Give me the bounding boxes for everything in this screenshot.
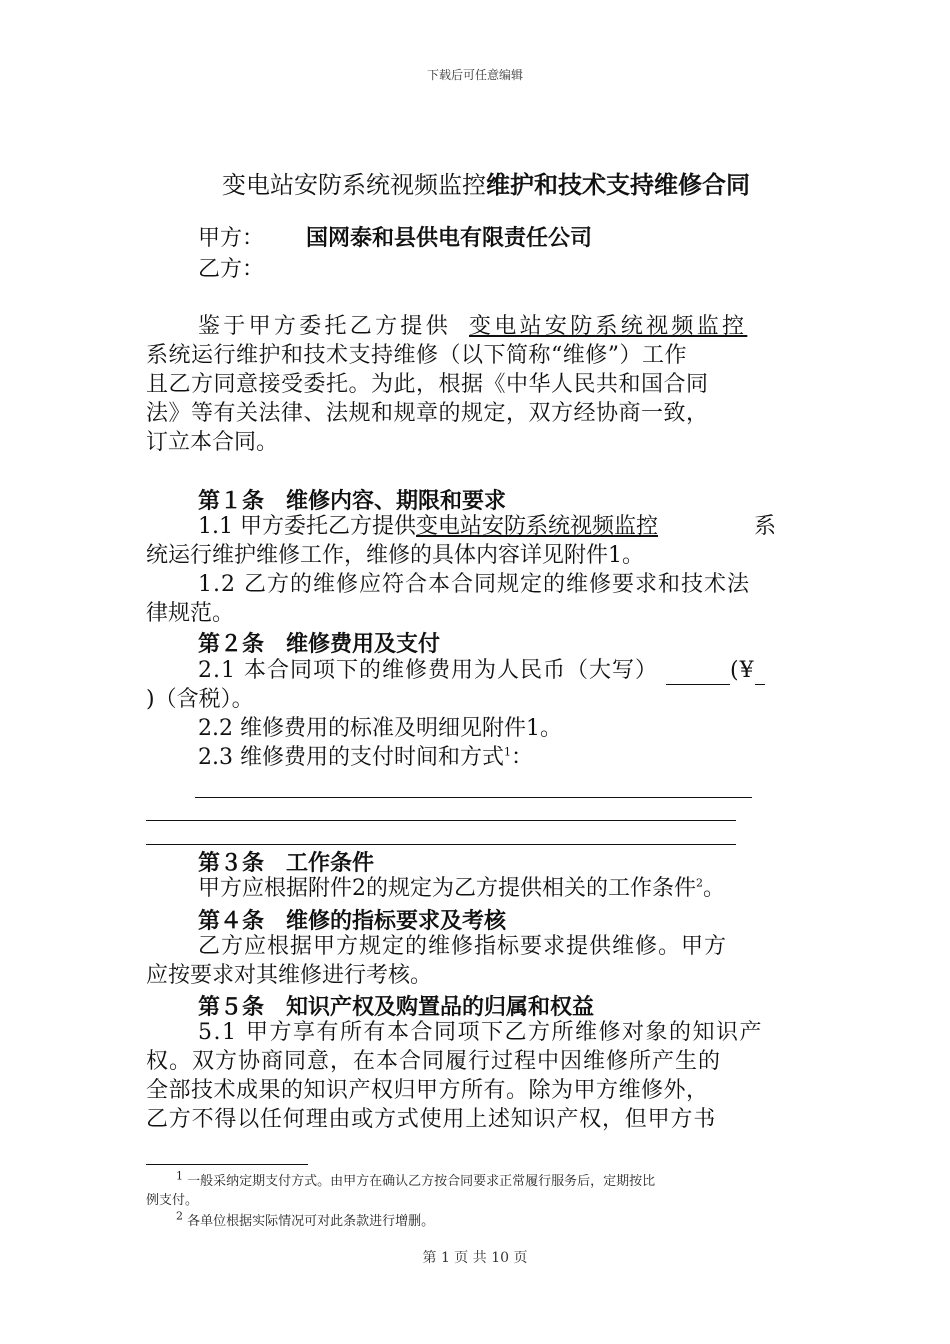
- payment-blank-line-3: [146, 844, 736, 845]
- article-5-line-1: 5.1 甲方享有所有本合同项下乙方所维修对象的知识产: [198, 1020, 763, 1045]
- payment-blank-line-2: [146, 820, 736, 821]
- article-4-heading: 第４条 维修的指标要求及考核: [198, 908, 507, 934]
- article-1-1-line-2: 统运行维护维修工作，维修的具体内容详见附件1。: [146, 543, 644, 568]
- title-part1: 变电站安防系统视频监控: [222, 171, 486, 199]
- article-2-1-line-1: 2.1 本合同项下的维修费用为人民币（大写） (¥: [198, 656, 765, 685]
- intro-line-1: 鉴于甲方委托乙方提供 变电站安防系统视频监控: [198, 314, 748, 339]
- page-header: 下载后可任意编辑: [426, 68, 523, 82]
- article-3-text: 甲方应根据附件2的规定为乙方提供相关的工作条件$^2$。: [198, 876, 726, 901]
- footnote-2: $^2$ 各单位根据实际情况可对此条款进行增删。: [176, 1209, 435, 1229]
- article-4-line-2: 应按要求对其维修进行考核。: [146, 963, 433, 988]
- document-title: [222, 165, 750, 200]
- article-1-2-line-1: 1.2 乙方的维修应符合本合同规定的维修要求和技术法: [198, 572, 750, 597]
- footnote-1-line-2: 例支付。: [146, 1193, 199, 1208]
- payment-blank-line-1: [195, 797, 752, 798]
- title-part2: 维护和技术支持维修合同: [486, 170, 750, 199]
- article-5-line-2: 权。双方协商同意，在本合同履行过程中因维修所产生的: [146, 1049, 722, 1074]
- article-2-2: 2.2 维修费用的标准及明细见附件1。: [198, 716, 562, 741]
- article-5-line-4: 乙方不得以任何理由或方式使用上述知识产权，但甲方书: [146, 1107, 717, 1132]
- article-1-heading: 第１条 维修内容、期限和要求: [198, 488, 507, 514]
- amount-number-blank: [755, 662, 765, 685]
- article-5-line-3: 全部技术成果的知识产权归甲方所有。除为甲方维修外，: [146, 1078, 709, 1103]
- footnote-separator: [146, 1164, 308, 1165]
- intro-service-name: 变电站安防系统视频监控: [469, 314, 748, 339]
- footnote-ref-2: 2: [696, 876, 703, 890]
- party-b-label: 乙方：: [198, 257, 265, 282]
- party-a-label: 甲方：: [198, 226, 265, 251]
- amount-blank: [666, 662, 730, 685]
- page-number: 第 1 页 共 10 页: [422, 1250, 528, 1266]
- footnote-1-line-1: $^1$ 一般采纳定期支付方式。由甲方在确认乙方按合同要求正常履行服务后，定期按比: [176, 1169, 656, 1189]
- article-5-heading: 第５条 知识产权及购置品的归属和权益: [198, 994, 595, 1020]
- article-2-3: 2.3 维修费用的支付时间和方式$^1$：: [198, 745, 533, 770]
- article-2-1-line-2: )（含税）。: [146, 687, 254, 712]
- article-2-heading: 第２条 维修费用及支付: [198, 631, 441, 657]
- intro-line-3: 且乙方同意接受委托。为此，根据《中华人民共和国合同: [146, 372, 709, 397]
- article-4-line-1: 乙方应根据甲方规定的维修指标要求提供维修。甲方: [198, 934, 728, 959]
- intro-line-5: 订立本合同。: [146, 430, 279, 455]
- article-1-1-service: 变电站安防系统视频监控: [415, 514, 658, 539]
- article-3-heading: 第３条 工作条件: [198, 850, 375, 876]
- article-1-2-line-2: 律规范。: [146, 601, 235, 626]
- party-a-value: 国网泰和县供电有限责任公司: [306, 225, 593, 251]
- intro-line-4: 法》等有关法律、法规和规章的规定，双方经协商一致，: [146, 401, 709, 426]
- footnote-ref-1: 1: [503, 745, 511, 759]
- intro-line-2: 系统运行维护和技术支持维修（以下简称“维修”）工作: [146, 343, 687, 368]
- article-1-1-line-1: 1.1 甲方委托乙方提供变电站安防系统视频监控 系: [198, 514, 776, 539]
